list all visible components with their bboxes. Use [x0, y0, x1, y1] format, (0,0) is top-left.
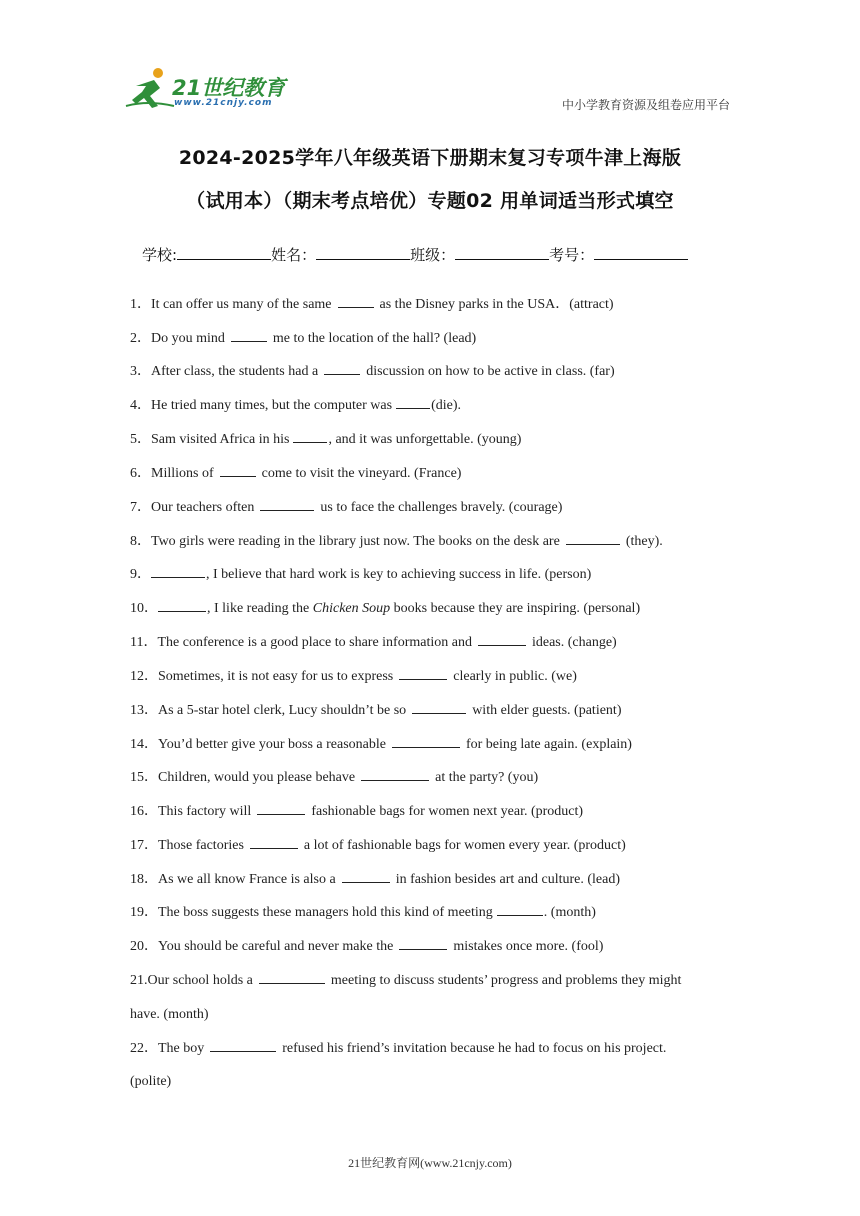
question-text: , and it was unforgettable. (young)	[328, 432, 522, 447]
question-5	[130, 423, 740, 457]
question-text: (they).	[625, 534, 663, 549]
question-number: 20．	[130, 939, 158, 954]
question-number: 7．	[130, 500, 151, 515]
answer-blank[interactable]	[158, 599, 206, 612]
question-text: This factory will	[158, 804, 252, 819]
answer-blank[interactable]	[210, 1039, 276, 1052]
question-21-continued	[130, 998, 740, 1032]
number-label: 考号：	[549, 246, 595, 264]
question-text: for being late again. (explain)	[465, 737, 632, 752]
question-number: 9．	[130, 567, 151, 582]
question-text: have. (month)	[130, 1007, 209, 1022]
answer-blank[interactable]	[231, 329, 267, 342]
answer-blank[interactable]	[478, 633, 526, 646]
question-number: 10．	[130, 601, 158, 616]
answer-blank[interactable]	[257, 802, 305, 815]
answer-blank[interactable]	[566, 532, 620, 545]
question-text: You’d better give your boss a reasonable	[158, 737, 386, 752]
question-number: 2．	[130, 331, 151, 346]
question-text: refused his friend’s invitation because he had to focus on his project.	[282, 1041, 667, 1056]
document-title-line-1: 2024-2025学年八年级英语下册期末复习专项牛津上海版	[178, 147, 682, 169]
question-text: mistakes once more. (fool)	[453, 939, 604, 954]
question-22-continued	[130, 1065, 740, 1099]
answer-blank[interactable]	[324, 362, 360, 375]
question-text: (die).	[431, 398, 461, 413]
class-label: 班级：	[410, 246, 456, 264]
question-text: clearly in public. (we)	[453, 669, 577, 684]
question-text: Millions of	[151, 466, 214, 481]
question-number: 4．	[130, 398, 151, 413]
question-15	[130, 761, 740, 795]
question-text: It can offer us many of the same	[151, 297, 332, 312]
answer-blank[interactable]	[361, 768, 429, 781]
question-number: 15．	[130, 770, 158, 785]
question-text: , I like reading the	[207, 601, 310, 616]
logo-text: 21世纪教育	[172, 76, 286, 100]
question-text: Those factories	[158, 838, 244, 853]
answer-blank[interactable]	[392, 735, 460, 748]
question-9	[130, 558, 740, 592]
question-19	[130, 896, 740, 930]
answer-blank[interactable]	[250, 836, 298, 849]
question-text: fashionable bags for women next year. (product)	[311, 804, 584, 819]
runner-logo-icon	[124, 66, 176, 112]
name-field[interactable]	[316, 245, 410, 260]
page-footer: 21世纪教育网(www.21cnjy.com)	[348, 1156, 512, 1170]
answer-blank[interactable]	[342, 870, 390, 883]
question-text: a lot of fashionable bags for women every year. (product)	[303, 838, 626, 853]
site-tagline: 中小学教育资源及组卷应用平台	[561, 98, 730, 112]
question-text: , I believe that hard work is key to achieving success in life. (person)	[206, 567, 592, 582]
number-field[interactable]	[594, 245, 688, 260]
question-4	[130, 389, 740, 423]
question-1	[130, 288, 740, 322]
name-label: 姓名：	[271, 246, 317, 264]
question-18	[130, 863, 740, 897]
question-11	[130, 626, 740, 660]
question-2	[130, 322, 740, 356]
question-number: 19．	[130, 905, 158, 920]
answer-blank[interactable]	[220, 464, 256, 477]
question-text: ideas. (change)	[531, 635, 617, 650]
answer-blank[interactable]	[399, 667, 447, 680]
question-text: He tried many times, but the computer was	[151, 398, 393, 413]
logo	[124, 66, 294, 114]
question-21	[130, 964, 740, 998]
question-number: 22．	[130, 1041, 158, 1056]
question-number: 6．	[130, 466, 151, 481]
logo-url: www.21cnjy.com	[174, 98, 273, 108]
question-number: 5．	[130, 432, 151, 447]
question-number: 17．	[130, 838, 158, 853]
question-text: discussion on how to be active in class. (far)	[366, 364, 615, 379]
question-text: The conference is a good place to share information and	[157, 635, 472, 650]
answer-blank[interactable]	[399, 937, 447, 950]
question-number: 11．	[130, 635, 158, 650]
question-text: meeting to discuss students’ progress and problems they might	[330, 973, 682, 988]
question-number: 13．	[130, 703, 158, 718]
question-number: 3．	[130, 364, 151, 379]
question-text: me to the location of the hall? (lead)	[272, 331, 477, 346]
answer-blank[interactable]	[497, 903, 543, 916]
answer-blank[interactable]	[259, 971, 325, 984]
question-text: Sometimes, it is not easy for us to express	[158, 669, 394, 684]
question-number: 16．	[130, 804, 158, 819]
school-label: 学校:	[142, 246, 178, 264]
question-text: . (month)	[543, 905, 596, 920]
question-text: at the party? (you)	[435, 770, 539, 785]
question-text: After class, the students had a	[151, 364, 319, 379]
question-number: 18．	[130, 872, 158, 887]
question-text: with elder guests. (patient)	[472, 703, 622, 718]
question-number: 21.	[130, 973, 148, 988]
answer-blank[interactable]	[293, 430, 327, 443]
document-title-line-2: （试用本）（期末考点培优）专题02 用单词适当形式填空	[186, 190, 674, 212]
answer-blank[interactable]	[151, 565, 205, 578]
question-text: The boy	[158, 1041, 205, 1056]
question-text: in fashion besides art and culture. (lead)	[395, 872, 620, 887]
question-text: come to visit the vineyard. (France)	[261, 466, 462, 481]
question-17	[130, 829, 740, 863]
student-info-row	[142, 244, 688, 265]
question-22	[130, 1032, 740, 1066]
school-field[interactable]	[177, 245, 271, 260]
question-text: as the Disney parks in the USA．(attract)	[379, 297, 614, 312]
question-text: Our school holds a	[147, 973, 253, 988]
question-text: You should be careful and never make the	[158, 939, 394, 954]
question-number: 12．	[130, 669, 158, 684]
question-12	[130, 660, 740, 694]
question-3	[130, 355, 740, 389]
question-number: 1．	[130, 297, 151, 312]
question-13	[130, 694, 740, 728]
question-text: Two girls were reading in the library just now. The books on the desk are	[151, 534, 560, 549]
question-20	[130, 930, 740, 964]
question-text: As we all know France is also a	[158, 872, 336, 887]
question-text: Do you mind	[151, 331, 225, 346]
question-text: us to face the challenges bravely. (courage)	[320, 500, 563, 515]
question-text: The boss suggests these managers hold this kind of meeting	[158, 905, 493, 920]
question-text: Children, would you please behave	[158, 770, 356, 785]
question-8	[130, 525, 740, 559]
answer-blank[interactable]	[338, 295, 374, 308]
question-text: (polite)	[130, 1074, 172, 1089]
question-text: As a 5-star hotel clerk, Lucy shouldn’t be so	[158, 703, 407, 718]
question-text: Sam visited Africa in his	[151, 432, 290, 447]
question-number: 8．	[130, 534, 151, 549]
book-title: Chicken Soup	[312, 601, 391, 616]
question-16	[130, 795, 740, 829]
question-10	[130, 592, 740, 626]
question-6	[130, 457, 740, 491]
page-header	[0, 0, 860, 120]
question-number: 14．	[130, 737, 158, 752]
question-7	[130, 491, 740, 525]
answer-blank[interactable]	[412, 701, 466, 714]
question-14	[130, 728, 740, 762]
question-text: Our teachers often	[151, 500, 255, 515]
answer-blank[interactable]	[396, 396, 430, 409]
answer-blank[interactable]	[260, 498, 314, 511]
class-field[interactable]	[455, 245, 549, 260]
question-text: books because they are inspiring. (personal)	[393, 601, 641, 616]
